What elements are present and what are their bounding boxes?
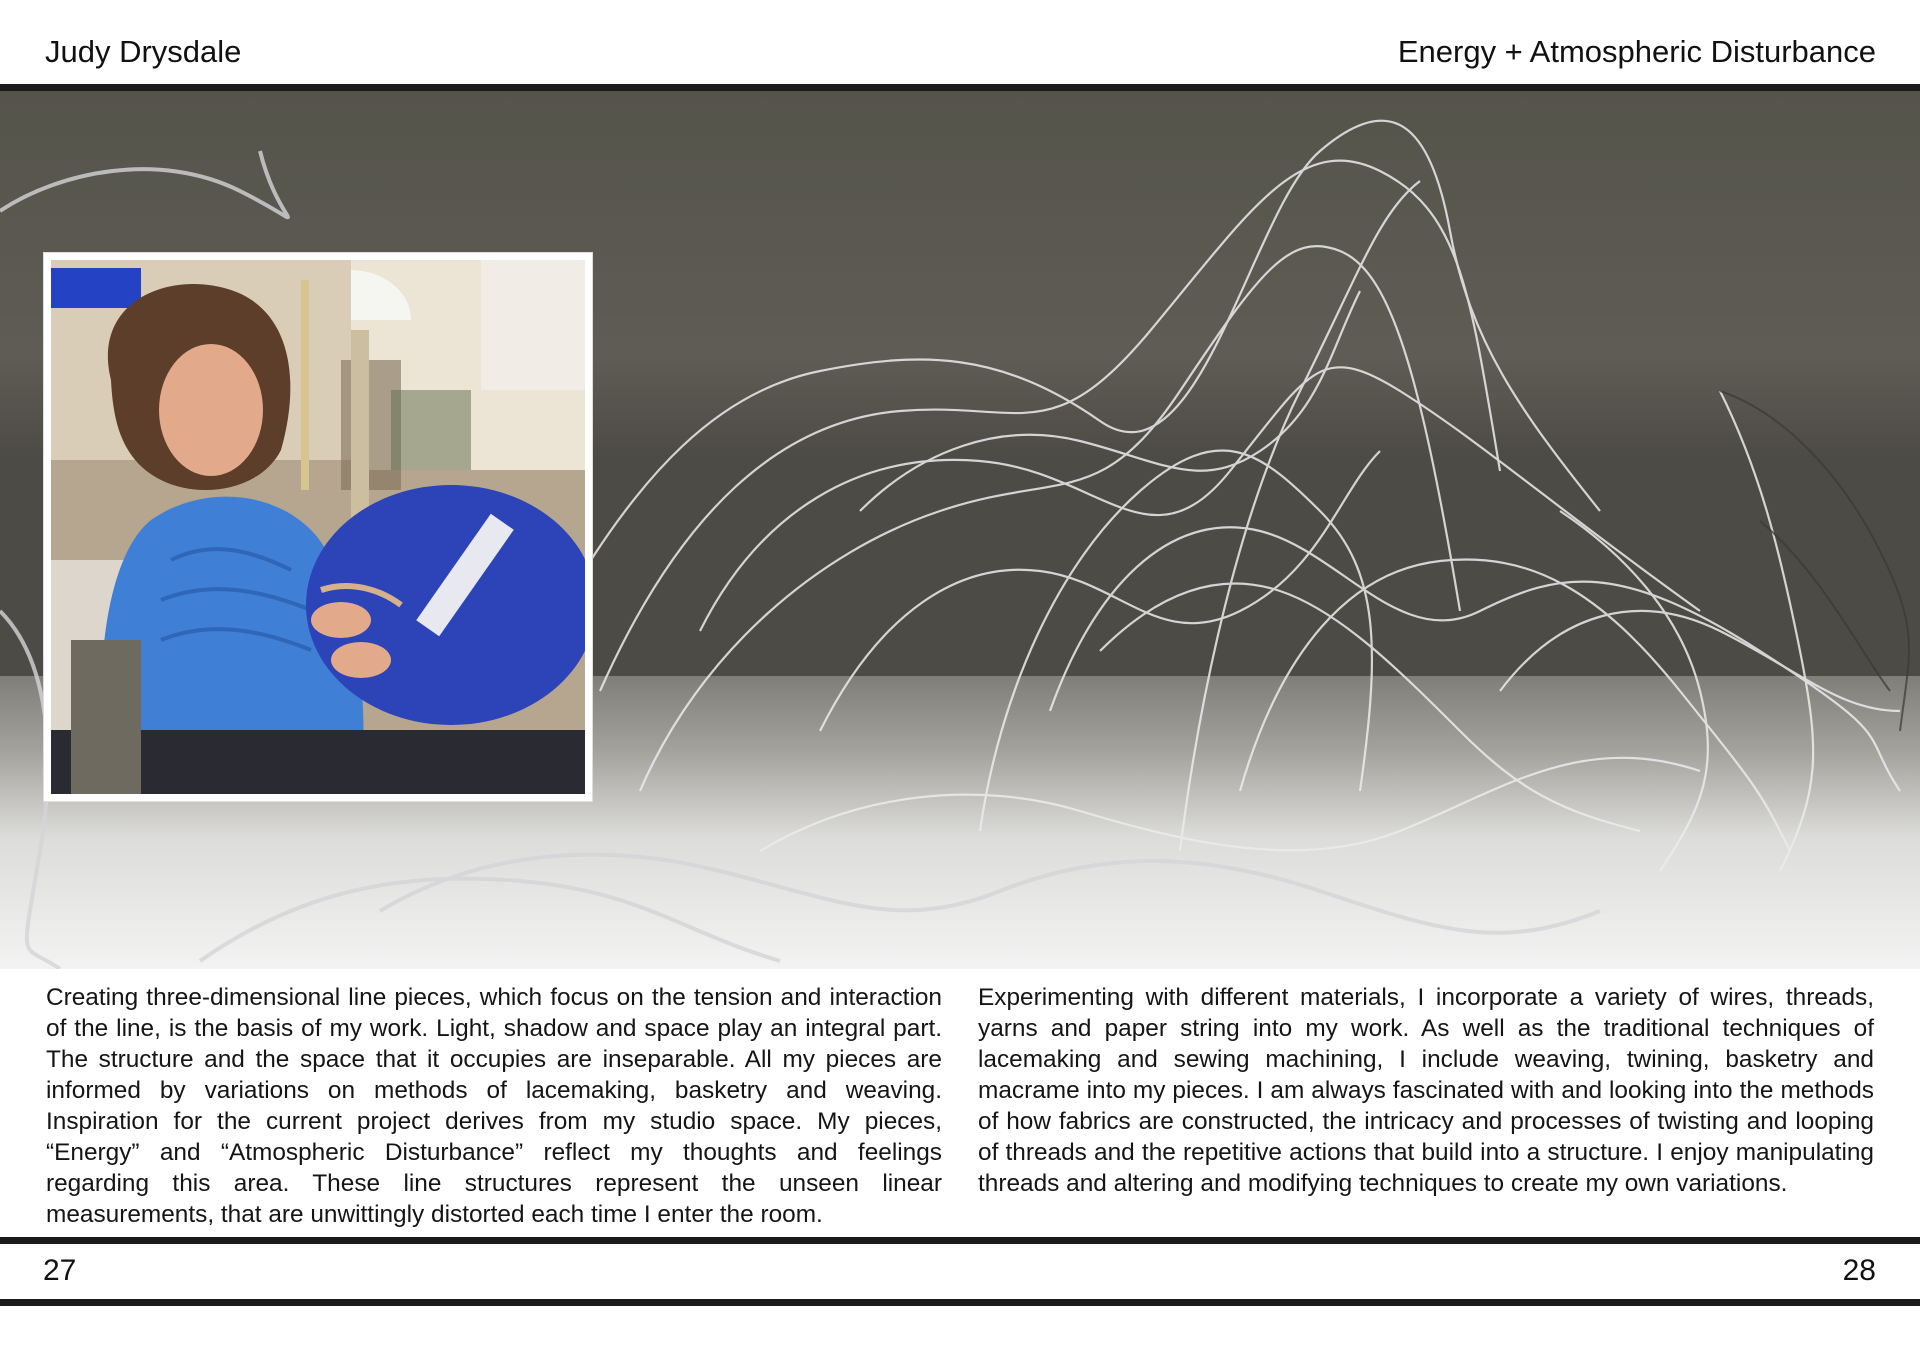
page-number-right: 28 bbox=[1842, 1254, 1876, 1287]
page-number-left: 27 bbox=[43, 1254, 77, 1287]
body-column-left bbox=[46, 982, 942, 1230]
footer-rule-bottom bbox=[0, 1299, 1920, 1306]
header-rule bbox=[0, 84, 1920, 91]
footer-rule-top bbox=[0, 1237, 1920, 1244]
body-column-right bbox=[978, 982, 1874, 1199]
author-name: Judy Drysdale bbox=[45, 34, 242, 69]
article-title: Energy + Atmospheric Disturbance bbox=[1397, 34, 1876, 69]
artist-portrait-photo bbox=[44, 253, 592, 801]
body-paragraph: Experimenting with different materials, I incorporate a variety of wires, threads, yarns and paper string into my work. As well as the traditional techniques of lacemaking and sewing machining, I include weaving, twining, basketry and macrame into my pieces. I am always fascinated with and looking into the methods of how fabrics are constructed, the intricacy and processes of twisting and looping of threads and the repetitive actions that build into a structure. I enjoy manipulating threads and altering and modifying techniques to create my own variations. bbox=[978, 984, 1874, 1197]
body-paragraph: Creating three-dimensional line pieces, which focus on the tension and interaction of the line, is the basis of my work. Light, shadow and space play an integral part. The structure and the space that it occupies are inseparable. All my pieces are informed by variations on methods of lacemaking, basketry and weaving. Inspiration for the current project derives from my studio space. My pieces, “Energy” and “Atmospheric Disturbance” reflect my thoughts and feelings regarding this area. These line structures represent the unseen linear measurements, that are unwittingly distorted each time I enter the room. bbox=[46, 984, 942, 1228]
